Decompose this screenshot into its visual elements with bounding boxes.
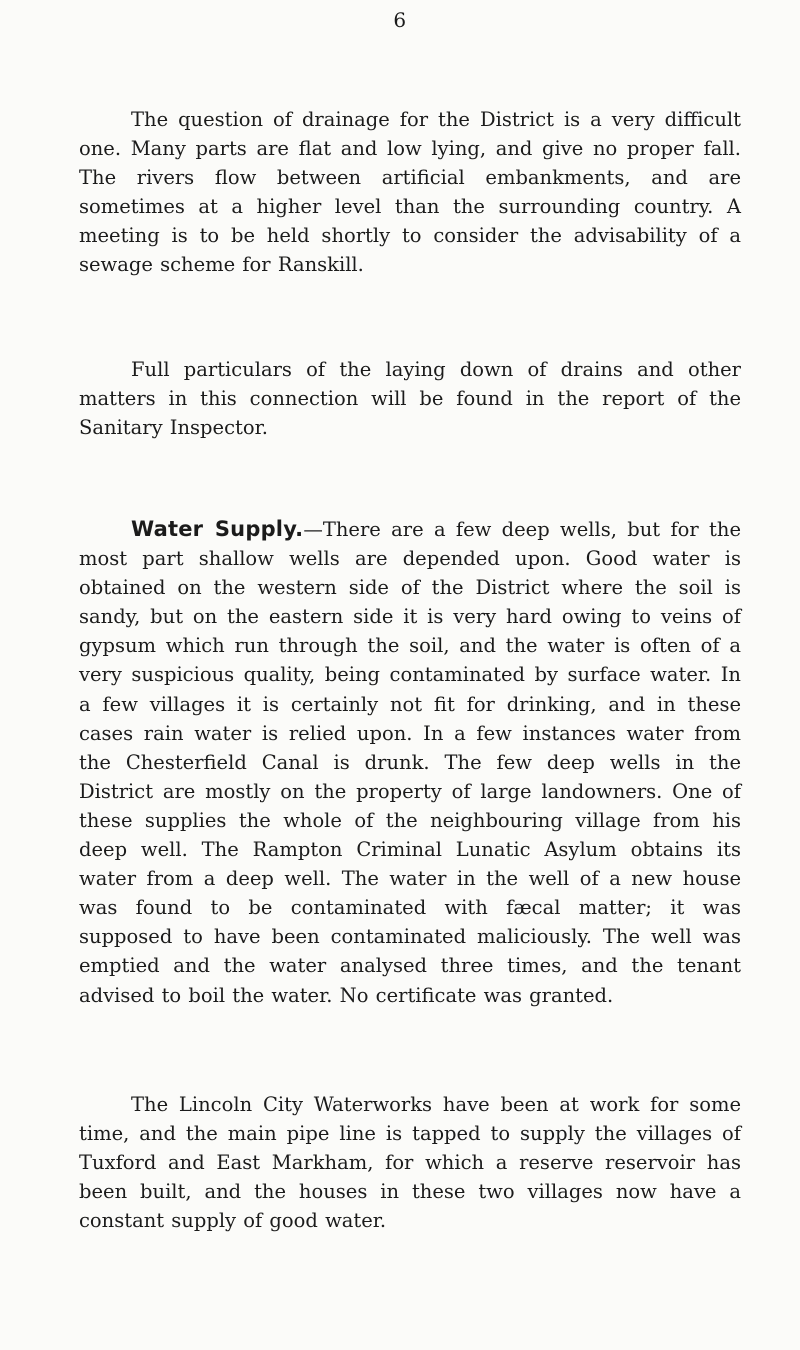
water-supply-paragraph (79, 515, 741, 1010)
water-supply-heading: Water Supply. (131, 517, 304, 541)
drainage-paragraph: The question of drainage for the District is a very difficult one. Many parts are flat and low lying, and give no proper fall. The rivers flow between artificial embankments, and are sometimes at a higher level than the surrounding country. A meeting is to be held shortly to consider the advisability of a sewage scheme for Ranskill. (79, 108, 741, 277)
page-number: 6 (393, 8, 407, 32)
waterworks-paragraph: The Lincoln City Waterworks have been at work for some time, and the main pipe line is tapped to supply the villages of Tuxford and East Markham, for which a reserve reservoir has been built, and the houses in these two villages now have a constant supply of good water. (79, 1093, 741, 1233)
drains-particulars-paragraph: Full particulars of the laying down of drains and other matters in this connection will be found in the report of the Sanitary Inspector. (79, 358, 741, 440)
water-supply-text: —There are a few deep wells, but for the most part shallow wells are depended upon. Good water is obtained on the western side of the District where the soil is sandy, but on the eastern side it is very hard owing to veins of gypsum which run through the soil, and the water is often of a very suspicious quality, being contaminated by surface water. In a few villages it is certainly not fit for drinking, and in these cases rain water is relied upon. In a few instances water from the Chesterfield Canal is drunk. The few deep wells in the District are mostly on the property of large landowners. One of these supplies the whole of the neighbouring village from his deep well. The Rampton Criminal Lunatic Asylum obtains its water from a deep well. The water in the well of a new house was found to be contaminated with fæcal matter; it was supposed to have been contaminated maliciously. The well was emptied and the water analysed three times, and the tenant advised to boil the water. No certificate was granted. (79, 518, 741, 1007)
